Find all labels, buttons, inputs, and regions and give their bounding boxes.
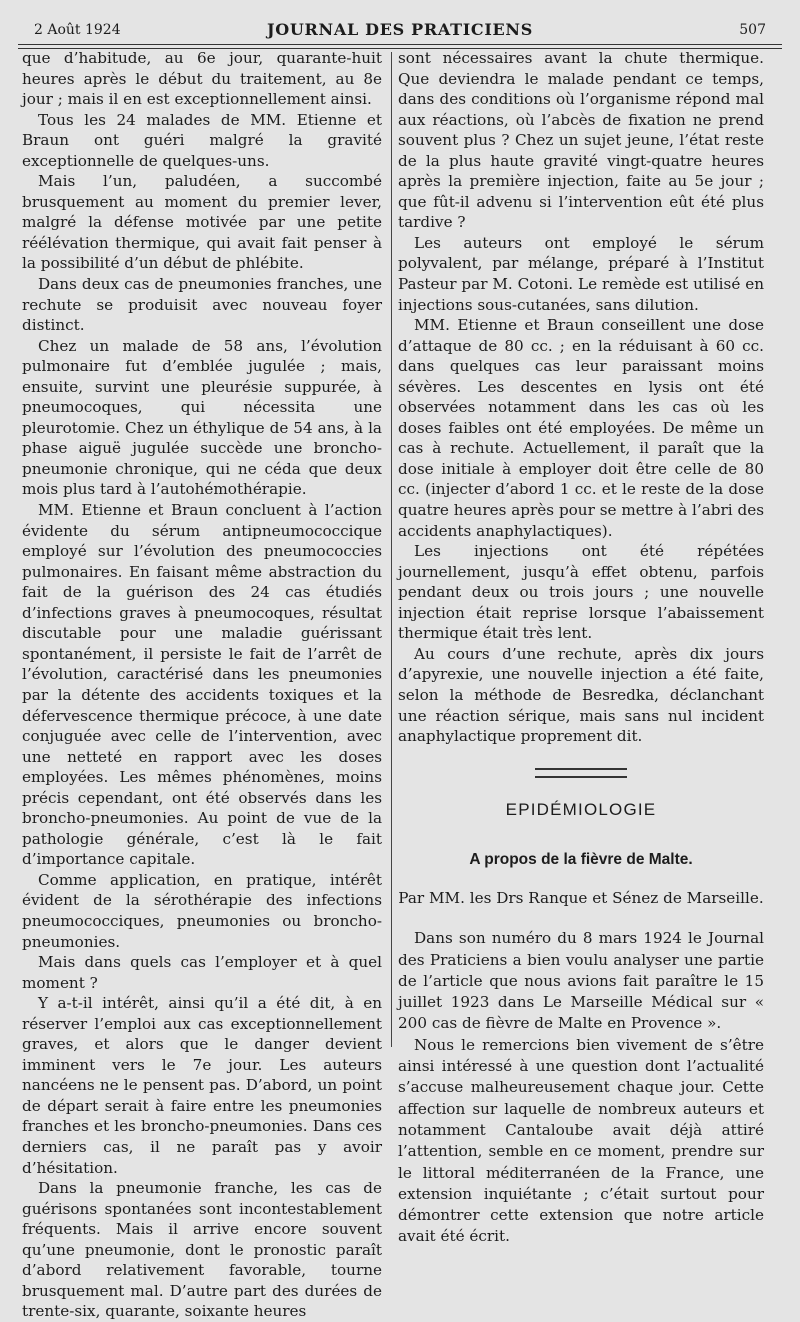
page-number: 507 [739,22,766,38]
paragraph: Au cours d’une rechute, après dix jours d’apyrexie, une nouvelle injection a été faite, selon la méthode de Besredka, déclanchant une réaction sérique, mais sans nul incident anaphylactique proprement dit. [398,644,764,746]
paragraph: Comme application, en pratique, intérêt évident de la sérothérapie des infections pneumococciques, pneumonies ou broncho-pneumonies. [22,870,382,951]
paragraph: que d’habitude, au 6e jour, quarante-huit heures après le début du traitement, au 8e jour ; mais il en est exceptionnellement ainsi. [22,49,382,109]
article-byline: Par MM. les Drs Ranque et Sénez de Marseille. [398,888,764,907]
article-body [398,928,764,1247]
paragraph: MM. Etienne et Braun conseillent une dose d’attaque de 80 cc. ; en la réduisant à 60 cc. dans quelques cas leur paraissant moins sévères. Les descentes en lysis ont été observées notamment dans les cas où les doses faibles ont été employées. De même un cas à rechute. Actuellement, il paraît que la dose initiale à employer doit être celle de 80 cc. (injecter d’abord 1 cc. et le reste de la dose quatre heures après pour se mettre à l’abri des accidents anaphylactiques). [398,316,764,540]
paragraph: Chez un malade de 58 ans, l’évolution pulmonaire fut d’emblée jugulée ; mais, ensuite, survint une pleurésie suppurée, à pneumocoques, qui nécessita une pleurotomie. Chez un éthylique de 54 ans, à la phase aiguë jugulée succède une broncho-pneumonie chronique, qui ne céda que deux mois plus tard à l’autohémothérapie. [22,336,382,499]
paragraph: Mais dans quels cas l’employer et à quel moment ? [22,953,382,992]
paragraph: Nous le remercions bien vivement de s’être ainsi intéressé à une question dont l’actualité s’accuse malheureusement chaque jour. Cette affection sur laquelle de nombreux auteurs et notamment Cantaloube avait déjà attiré l’attention, semble en ce moment, prendre sur le littoral méditerranéen de la France, une extension inquiétante ; c’était surtout pour démontrer cette extension que notre article avait été écrit. [398,1035,764,1246]
paragraph: Les auteurs ont employé le sérum polyvalent, par mélange, préparé à l’Institut Pasteur par M. Cotoni. Le remède est utilisé en injections sous-cutanées, sans dilution. [398,233,764,314]
paragraph: Mais l’un, paludéen, a succombé brusquement au moment du premier lever, malgré la défense motivée par une petite réélévation thermique, qui avait fait penser à la possibilité d’un début de phlébite. [22,172,382,273]
paragraph: Y a-t-il intérêt, ainsi qu’il a été dit, à en réserver l’emploi aux cas exceptionnellement graves, et alors que le danger devient imminent vers le 7e jour. Les auteurs nancéens ne le pensent pas. D’abord, un point de départ serait à faire entre les pneumonies franches et les broncho-pneumonies. Dans ces derniers cas, il ne paraît pas y avoir d’hésitation. [22,994,382,1177]
paragraph: sont nécessaires avant la chute thermique. Que deviendra le malade pendant ce temps, dans des conditions où l’organisme répond mal aux réactions, où l’abcès de fixation ne prend souvent plus ? Chez un sujet jeune, l’état reste de la plus haute gravité vingt-quatre heures après la première injection, faite au 5e jour ; que fût-il advenu si l’intervention eût été plus tardive ? [398,49,764,232]
paragraph: MM. Etienne et Braun concluent à l’action évidente du sérum antipneumococcique employé sur l’évolution des pneumococcies pulmonaires. En faisant même abstraction du fait de la guérison des 24 cas étudiés d’infections graves à pneumocoques, résultat discutable pour une maladie guérissant spontanément, il persiste le fait de l’arrêt de l’évolution, caractérisé dans les pneumonies par la détente des accidents toxiques et la défervescence thermique précoce, à une date conjuguée avec celle de l’intervention, avec une netteté en rapport avec les doses employées. Les mêmes phénomènes, moins précis cependant, ont été observés dans les broncho-pneumonies. Au point de vue de la pathologie générale, c’est là le fait d’importance capitale. [22,501,382,869]
column-divider [391,52,392,1047]
article-title: A propos de la fièvre de Malte. [469,851,693,869]
issue-date: 2 Août 1924 [34,22,121,38]
left-column [22,48,382,1322]
section-separator [535,768,627,778]
paragraph: Les injections ont été répétées journellement, jusqu’à effet obtenu, parfois pendant deux ou trois jours ; une nouvelle injection était reprise lorsque l’abaissement thermique était très lent. [398,542,764,643]
paragraph: Dans la pneumonie franche, les cas de guérisons spontanées sont incontestablement fréquents. Mais il arrive encore souvent qu’une pneumonie, dont le pronostic paraît d’abord relativement favorable, tourne brusquement mal. D’autre part des durées de trente-six, quarante, soixante heures [22,1179,382,1321]
journal-title: JOURNAL DES PRATICIENS [266,20,534,39]
running-header [0,18,800,40]
paragraph: Tous les 24 malades de MM. Etienne et Braun ont guéri malgré la gravité exceptionnelle de quelques-uns. [22,110,382,170]
paragraph: Dans son numéro du 8 mars 1924 le Journal des Praticiens a bien voulu analyser une partie de l’article que nous avions fait paraître le 15 juillet 1923 dans Le Marseille Médical sur « 200 cas de fièvre de Malte en Provence ». [398,929,764,1033]
paragraph: Dans deux cas de pneumonies franches, une rechute se produisit avec nouveau foyer distinct. [22,275,382,335]
right-column [398,48,764,1248]
section-heading: EPIDÉMIOLOGIE [505,799,657,819]
